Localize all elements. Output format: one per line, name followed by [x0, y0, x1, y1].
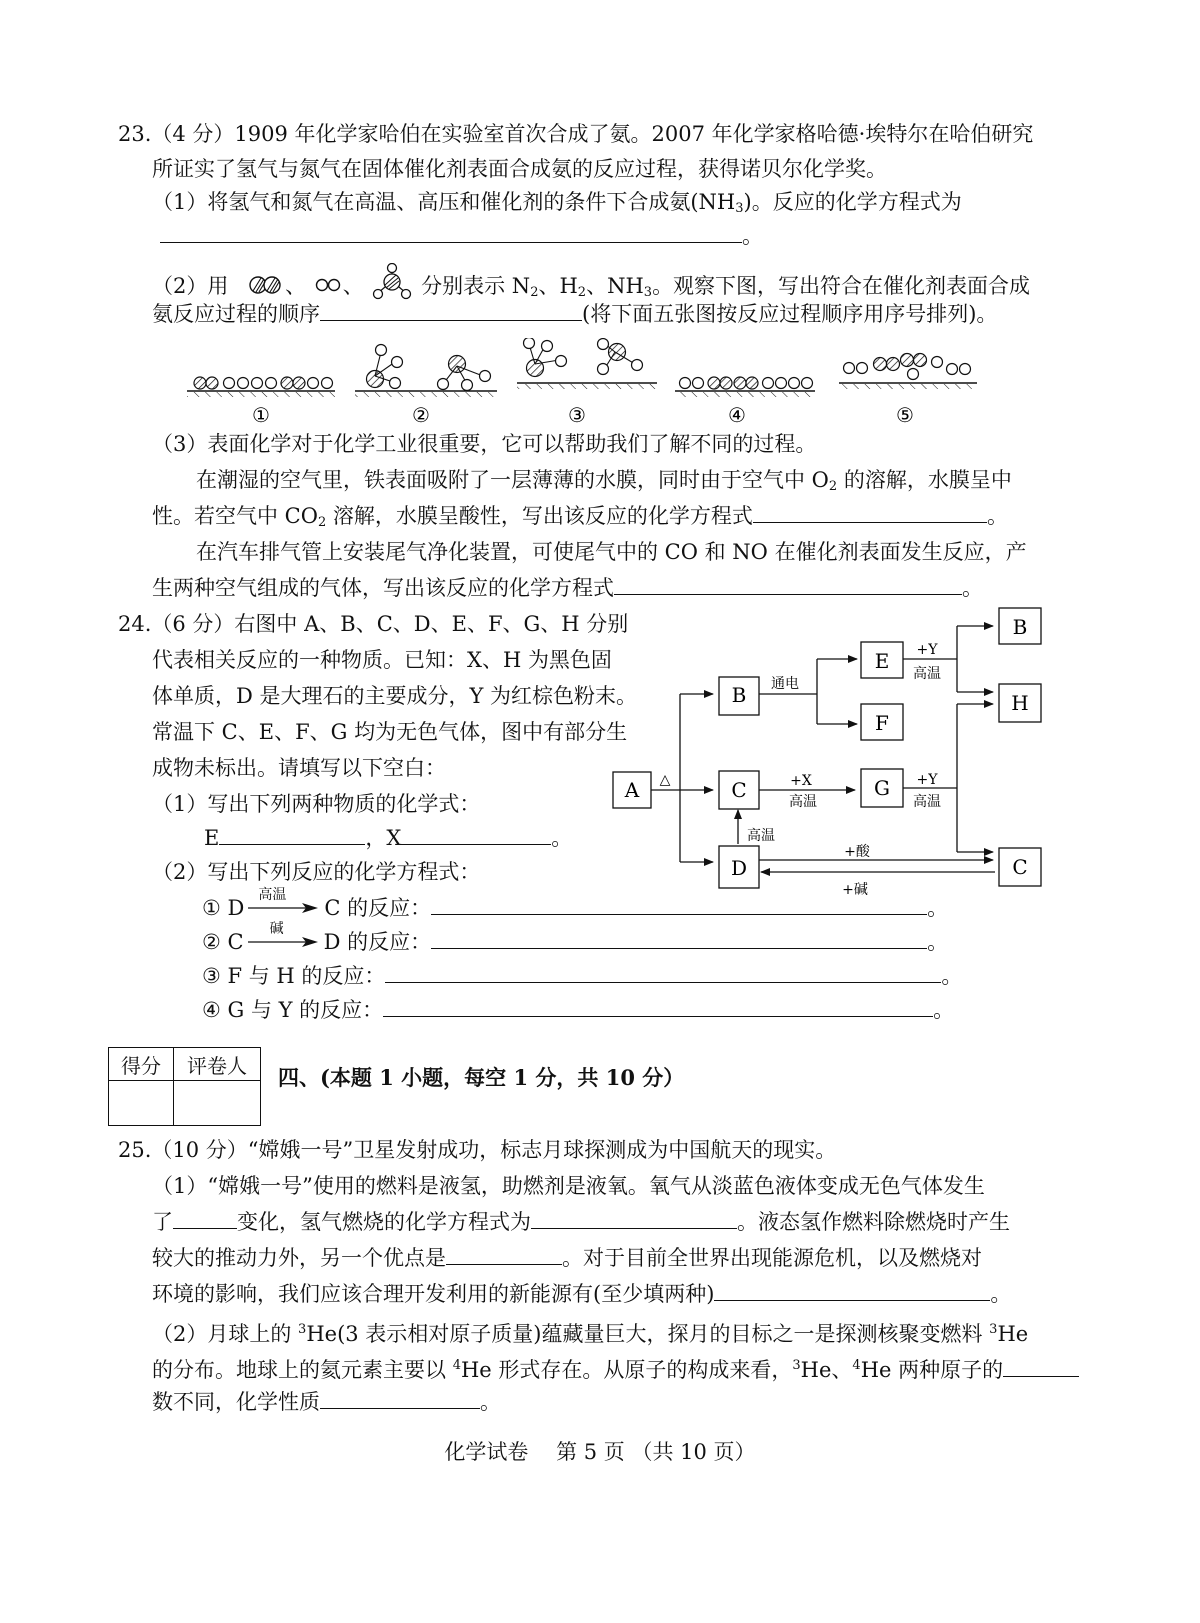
- q24-sub1-answers: E ，X 。: [204, 826, 573, 850]
- answer-blank[interactable]: [173, 1208, 237, 1229]
- figure-1: [187, 377, 335, 427]
- q24-reaction-1: ① D 高温 C 的反应： 。: [202, 894, 948, 922]
- q25-part1-line2: 了 变化，氢气燃烧的化学方程式为 。液态氢作燃料除燃烧时产生: [152, 1210, 1010, 1234]
- answer-blank[interactable]: [753, 502, 987, 523]
- q24-reaction-4: ④ G 与 Y 的反应： 。: [202, 998, 955, 1022]
- node-c: C: [731, 778, 747, 802]
- answer-blank[interactable]: [1003, 1356, 1079, 1377]
- q25-heading: 25.（10 分）“嫦娥一号”卫星发射成功，标志月球探测成为中国航天的现实。: [118, 1138, 837, 1162]
- grader-cell[interactable]: [174, 1081, 261, 1126]
- label-plus-x: +X: [790, 773, 812, 789]
- label-high-temp-bottom: 高温: [913, 794, 941, 810]
- right-arrow-icon: [244, 895, 324, 917]
- node-h: H: [1011, 691, 1029, 715]
- q23-part3-line4: 在汽车排气管上安装尾气净化装置，可使尾气中的 CO 和 NO 在催化剂表面发生反应，产: [196, 540, 1027, 564]
- answer-blank[interactable]: [385, 962, 941, 983]
- right-arrow-icon: [244, 929, 324, 951]
- answer-blank[interactable]: [614, 574, 962, 595]
- figure-4: [675, 377, 815, 427]
- page-footer: 化学试卷 第 5 页 （共 10 页）: [444, 1440, 756, 1464]
- q23-part1-answer: 。: [160, 222, 763, 250]
- q25-part1: （1）“嫦娥一号”使用的燃料是液氢，助燃剂是液氧。氧气从淡蓝色液体变成无色气体发生: [152, 1174, 985, 1198]
- answer-blank[interactable]: [160, 222, 742, 243]
- q23-part3-line5: 生两种空气组成的气体，写出该反应的化学方程式 。: [152, 576, 983, 600]
- q24-heading: 24.（6 分）右图中 A、B、C、D、E、F、G、H 分别: [118, 612, 629, 636]
- condition-label: 碱: [269, 921, 284, 937]
- q23-heading: 23.（4 分）1909 年化学家哈伯在实验室首次合成了氨。2007 年化学家格哈德·埃特尔在哈伯研究: [118, 122, 1034, 146]
- q24-reaction-3: ③ F 与 H 的反应： 。: [202, 964, 963, 988]
- q23-heading-cont: 所证实了氢气与氮气在固体催化剂表面合成氨的反应过程，获得诺贝尔化学奖。: [152, 157, 887, 181]
- score-table: [108, 1047, 261, 1126]
- q23-part3: （3）表面化学对于化学工业很重要，它可以帮助我们了解不同的过程。: [152, 432, 817, 456]
- q23-part1: （1）将氢气和氮气在高温、高压和催化剂的条件下合成氨$(NH_3)$。反应的化学方程式为: [152, 190, 962, 216]
- sequence-blank[interactable]: [320, 300, 582, 321]
- q25-part2-line3: 数不同，化学性质 。: [152, 1390, 501, 1414]
- figure-label-3: ③: [568, 403, 586, 427]
- q24-line3: 体单质，D 是大理石的主要成分，Y 为红棕色粉末。: [152, 684, 638, 708]
- q24-reaction-2: ② C 碱 D 的反应： 。: [202, 928, 948, 956]
- q23-part3-line3: 性。若空气中 $CO_2$ 溶解，水膜呈酸性，写出该反应的化学方程式 。: [152, 504, 1008, 530]
- h2-molecule-icon: [313, 273, 343, 297]
- node-a: A: [624, 778, 640, 802]
- figure-label-4: ④: [728, 403, 746, 427]
- figure-label-5: ⑤: [896, 403, 914, 427]
- label-plus-y-bottom: +Y: [916, 772, 938, 788]
- q23-part2: （2）用 、 、 分别表示 $N_2$、$H_2$、$NH_3$。观察下图，写出符合在催化剂表面合成: [152, 263, 1030, 307]
- heat-symbol: △: [659, 772, 671, 788]
- node-b-product: B: [1012, 615, 1028, 639]
- q23-part3-line2: 在潮湿的空气里，铁表面吸附了一层薄薄的水膜，同时由于空气中 $O_2$ 的溶解，水膜呈中: [196, 468, 1012, 494]
- n2-molecule-icon: [245, 273, 285, 297]
- answer-blank[interactable]: [383, 996, 933, 1017]
- label-high-temp-dc: 高温: [747, 828, 775, 844]
- node-c-product: C: [1012, 855, 1028, 879]
- q24-line5: 成物未标出。请填写以下空白：: [152, 756, 446, 780]
- q25-part2: （2）月球上的 $^3$He(3 表示相对原子质量)蕴藏量巨大，探月的目标之一是探测核聚变燃料 $^3$He: [152, 1322, 1029, 1346]
- figure-3: [517, 338, 657, 427]
- label-plus-base: +碱: [842, 882, 868, 898]
- node-e: E: [874, 649, 890, 673]
- answer-blank[interactable]: [320, 1388, 480, 1409]
- node-d: D: [730, 856, 748, 880]
- q25-part1-line4: 环境的影响，我们应该合理开发利用的新能源有(至少填两种) 。: [152, 1282, 1012, 1306]
- answer-blank[interactable]: [531, 1208, 737, 1229]
- figure-2: [355, 345, 497, 428]
- nh3-molecule-icon: [370, 263, 414, 303]
- answer-blank-e[interactable]: [219, 824, 365, 845]
- label-plus-y-top: +Y: [916, 642, 938, 658]
- q24-line4: 常温下 C、E、F、G 均为无色气体，图中有部分生: [152, 720, 628, 744]
- condition-label: 高温: [258, 887, 287, 903]
- q24-sub1: （1）写出下列两种物质的化学式：: [152, 792, 481, 816]
- reaction-process-figures: [185, 338, 1015, 434]
- label-high-temp-cg: 高温: [789, 794, 817, 810]
- q25-part2-line2: 的分布。地球上的氦元素主要以 $^4$He 形式存在。从原子的构成来看，$^3$He、$^4$He 两种原子的: [152, 1352, 1079, 1384]
- score-cell[interactable]: [109, 1081, 174, 1126]
- q24-line2: 代表相关反应的一种物质。已知：X、H 为黑色固: [152, 648, 612, 672]
- answer-blank-x[interactable]: [401, 824, 551, 845]
- answer-blank[interactable]: [431, 928, 927, 949]
- q25-part1-line3: 较大的推动力外，另一个优点是 。对于目前全世界出现能源危机，以及燃烧对: [152, 1246, 982, 1270]
- label-high-temp-top: 高温: [913, 666, 941, 682]
- answer-blank[interactable]: [714, 1280, 990, 1301]
- score-header: 得分: [109, 1048, 174, 1081]
- label-plus-acid: +酸: [844, 844, 870, 860]
- substance-relation-diagram: [605, 602, 1075, 902]
- grader-header: 评卷人: [174, 1048, 261, 1081]
- label-electrolysis: 通电: [771, 676, 799, 692]
- node-b: B: [731, 683, 747, 707]
- node-g: G: [874, 776, 890, 800]
- answer-blank[interactable]: [446, 1244, 562, 1265]
- figure-label-1: ①: [252, 403, 270, 427]
- figure-label-2: ②: [412, 403, 430, 427]
- section-four-title: 四、(本题 1 小题，每空 1 分，共 10 分）: [278, 1065, 685, 1090]
- q24-sub2: （2）写出下列反应的化学方程式：: [152, 860, 481, 884]
- node-f: F: [875, 711, 889, 735]
- figure-5: [839, 354, 977, 428]
- q23-part2-line2: 氨反应过程的顺序 (将下面五张图按反应过程顺序用序号排列)。: [152, 302, 998, 326]
